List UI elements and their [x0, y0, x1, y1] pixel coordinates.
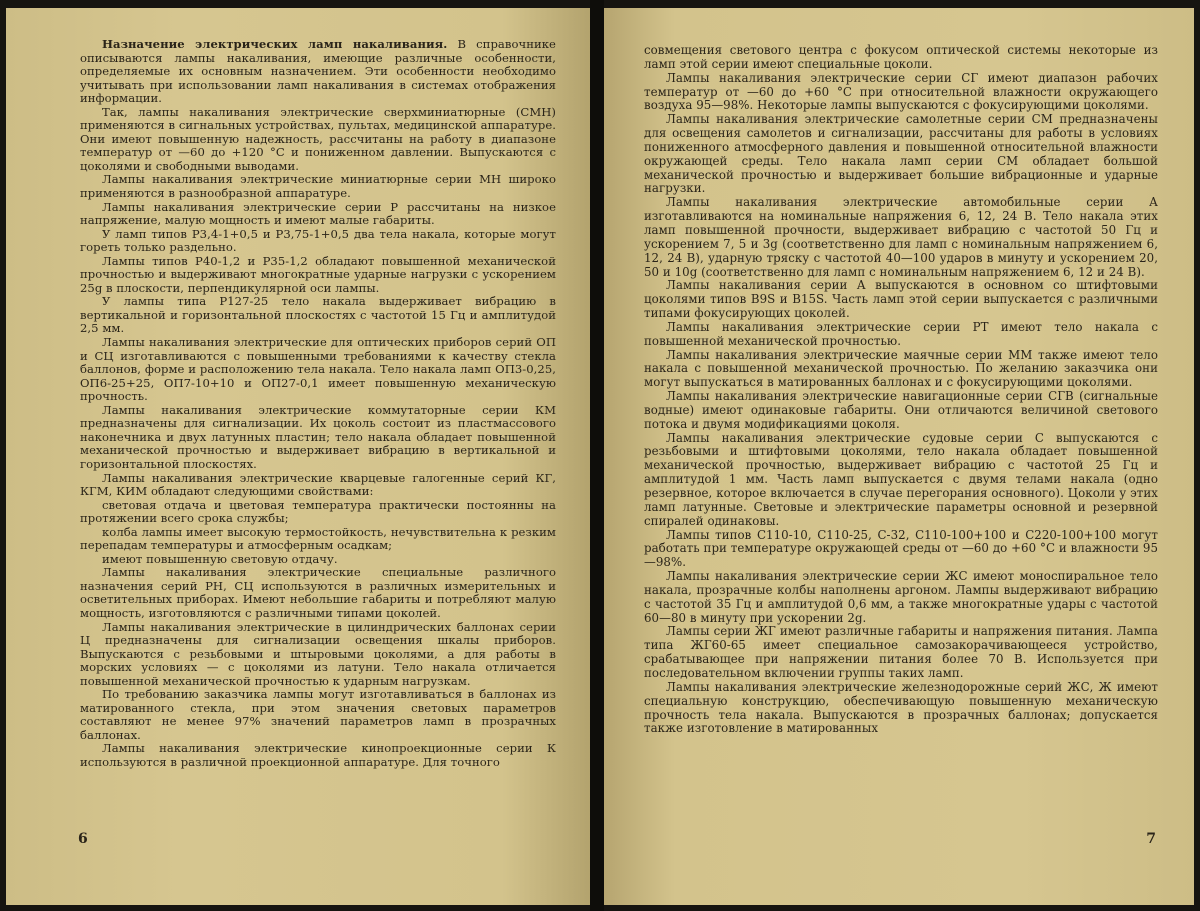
right-page-text [644, 44, 1158, 736]
left-paragraph: У лампы типа Р127-25 тело накала выдерживает вибрацию в вертикальной и горизонтальной плоскостях с частотой 15 Гц и амплитудой 2,5 мм. [80, 294, 556, 336]
right-paragraph: Лампы накаливания серии А выпускаются в основном со штифтовыми цоколями типов В9S и В15S. Часть ламп этой серии выпускается с различными типами фокусирующих цоколей. [644, 278, 1158, 321]
right-paragraph: Лампы накаливания электрические серии РТ имеют тело накала с повышенной механической прочностью. [644, 319, 1158, 348]
left-paragraph: По требованию заказчика лампы могут изготавливаться в баллонах из матированного стекла, при этом значения световых параметров составляют не менее 97% значений параметров ламп в прозрачных баллонах. [80, 687, 556, 742]
left-paragraph: Лампы накаливания электрические миниатюрные серии МН широко применяются в разнообразной аппаратуре. [80, 172, 556, 201]
right-paragraph: Лампы накаливания электрические судовые серии С выпускаются с резьбовыми и штифтовыми цоколями, тело накала обладает повышенной механической прочностью, выдерживает вибрацию с частотой 25 Гц и амплитудой 1 мм. Часть ламп выпускается с двумя телами накала (одно резервное, которое включается в случае перегорания основного). Цоколи у этих ламп латунные. Световые и электрические параметры основной и резервной спиралей одинаковы. [644, 430, 1158, 528]
left-lead-paragraph [80, 38, 556, 106]
right-paragraph: Лампы типов С110-10, С110-25, С-32, С110-100+100 и С220-100+100 могут работать при температуре окружающей среды от —60 до +60 °С и влажности 95—98%. [644, 527, 1158, 570]
right-continuation: совмещения светового центра с фокусом оптической системы некоторые из ламп этой серии имеют специальные цоколи. [644, 43, 1158, 71]
right-paragraph: Лампы накаливания электрические серии ЖС имеют моноспиральное тело накала, прозрачные колбы наполнены аргоном. Лампы выдерживают вибрацию с частотой 35 Гц и амплитудой 0,6 мм, а также многократные удары с частотой 60—80 в минуту при ускорении 2g. [644, 569, 1158, 625]
lead-text: В справочнике описываются лампы накаливания, имеющие различные особенности, определяемые их основным назначением. Эти особенности необходимо учитывать при использовании ламп накаливания в системах отображения информации. [80, 37, 556, 106]
left-paragraph: Лампы накаливания электрические для оптических приборов серий ОП и СЦ изготавливаются с повышенными требованиями к качеству стекла баллонов, форме и расположению тела накала. Тело накала ламп ОП3-0,25, ОП6-25+25, ОП7-10+10 и ОП27-0,1 имеет повышенную механическую прочность. [80, 335, 556, 404]
left-page [6, 8, 590, 905]
left-paragraph: Лампы накаливания электрические кинопроекционные серии К используются в различной проекционной аппаратуре. Для точного [80, 741, 556, 769]
right-paragraph: Лампы накаливания электрические серии СГ имеют диапазон рабочих температур от —60 до +60 °С при относительной влажности окружающего воздуха 95—98%. Некоторые лампы выпускаются с фокусирующими цоколями. [644, 70, 1158, 113]
left-paragraph: Лампы накаливания электрические в цилиндрических баллонах серии Ц предназначены для сигнализации освещения шкалы приборов. Выпускаются с резьбовыми и штыровыми цоколями, а для работы в морских условиях — с цоколями из латуни. Тело накала отличается повышенной механической прочностью к ударным нагрузкам. [80, 619, 556, 688]
left-list-item: имеют повышенную световую отдачу. [102, 551, 338, 566]
right-page-number: 7 [1146, 831, 1156, 847]
right-page [604, 8, 1194, 905]
left-list-item: световая отдача и цветовая температура практически постоянны на протяжении всего срока службы; [80, 497, 556, 526]
left-paragraph: Лампы накаливания электрические кварцевые галогенные серий КГ, КГМ, КИМ обладают следующими свойствами: [80, 470, 556, 499]
book-gutter [590, 0, 604, 911]
left-list-item: колба лампы имеет высокую термостойкость, нечувствительна к резким перепадам температуры и атмосферным осадкам; [80, 524, 556, 553]
left-page-text [80, 38, 556, 770]
left-paragraph: Лампы накаливания электрические коммутаторные серии КМ предназначены для сигнализации. Их цоколь состоит из пластмассового наконечника и двух латунных пластин; тело накала обладает повышенной механической прочностью и выдерживает вибрацию в вертикальной и горизонтальной плоскостях. [80, 402, 556, 471]
right-paragraph: Лампы накаливания электрические самолетные серии СМ предназначены для освещения самолетов и сигнализации, рассчитаны для работы в условиях пониженного атмосферного давления и повышенной относительной влажности окружающей среды. Тело накала ламп серии СМ обладает большой механической прочностью и выдерживает большие вибрационные и ударные нагрузки. [644, 112, 1158, 196]
section-heading: Назначение электрических ламп накаливания. [102, 37, 448, 51]
right-paragraph: Лампы накаливания электрические автомобильные серии А изготавливаются на номинальные напряжения 6, 12, 24 В. Тело накала этих ламп повышенной прочности, выдерживает вибрацию с частотой 50 Гц и ускорением 7, 5 и 3g (соответственно для ламп с номинальным напряжением 6, 12, 24 В), ударную тряску с частотой 40—100 ударов в минуту и ускорением 20, 50 и 10g (соответственно для ламп с номинальным напряжением 6, 12 и 24 В). [644, 195, 1158, 279]
left-page-number: 6 [78, 831, 88, 847]
right-paragraph: Лампы серии ЖГ имеют различные габариты и напряжения питания. Лампа типа ЖГ60-65 имеет специальное самозакорачивающееся устройство, срабатывающее при напряжении питания более 70 В. Используется при последовательном включении группы таких ламп. [644, 624, 1158, 680]
left-paragraph: Лампы накаливания электрические серии Р рассчитаны на низкое напряжение, малую мощность и имеют малые габариты. [80, 199, 556, 228]
right-paragraph: Лампы накаливания электрические навигационные серии СГВ (сигнальные водные) имеют одинаковые габариты. Они отличаются величиной светового потока и двумя модификациями цоколя. [644, 389, 1158, 431]
right-paragraph: Лампы накаливания электрические маячные серии ММ также имеют тело накала с повышенной механической прочностью. По желанию заказчика они могут выпускаться в матированных баллонах и с фокусирующими цоколями. [644, 347, 1158, 390]
right-paragraph: Лампы накаливания электрические железнодорожные серий ЖС, Ж имеют специальную конструкцию, обеспечивающую повышенную механическую прочность тела накала. Выпускаются в прозрачных баллонах; допускается также изготовление в матированных [644, 679, 1158, 736]
left-paragraph: Так, лампы накаливания электрические сверхминиатюрные (СМН) применяются в сигнальных устройствах, пультах, медицинской аппаратуре. Они имеют повышенную надежность, рассчитаны на работу в диапазоне температур от —60 до +120 °С и пониженном давлении. Выпускаются с цоколями и свободными выводами. [80, 104, 556, 173]
left-paragraph: Лампы накаливания электрические специальные различного назначения серий РН, СЦ используются в различных измерительных и осветительных приборах. Имеют небольшие габариты и потребляют малую мощность, изготовляются с различными типами цоколей. [80, 565, 556, 620]
left-paragraph: У ламп типов Р3,4-1+0,5 и Р3,75-1+0,5 два тела накала, которые могут гореть только раздельно. [80, 226, 556, 255]
left-paragraph: Лампы типов Р40-1,2 и Р35-1,2 обладают повышенной механической прочностью и выдерживают многократные ударные нагрузки с ускорением 25g в плоскости, перпендикулярной оси лампы. [80, 253, 556, 295]
